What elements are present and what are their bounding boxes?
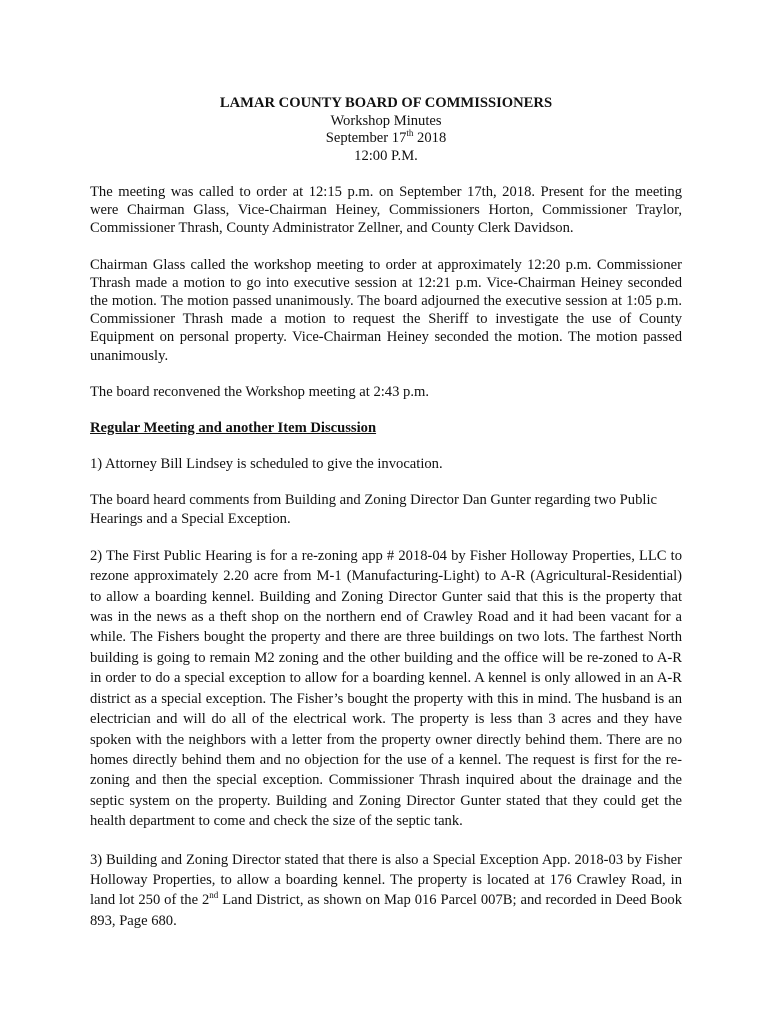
document-header bbox=[90, 95, 682, 165]
meeting-date-sup: th bbox=[406, 128, 414, 139]
agenda-item-3-sup: nd bbox=[209, 890, 219, 901]
reconvene-paragraph: The board reconvened the Workshop meeting at 2:43 p.m. bbox=[90, 383, 429, 400]
executive-session-paragraph: Chairman Glass called the workshop meeting to order at approximately 12:20 p.m. Commissioner Thrash made a motion to go into executive session at 12:21 p.m. Vice-Chairman Heiney seconded the motion. The motion passed unanimously. The board adjourned the executive session at 1:05 p.m. Commissioner Thrash made a motion to request the Sheriff to investigate the use of County Equipment on personal property. Vice-Chairman Heiney seconded the motion. The motion passed unanimously. bbox=[90, 256, 682, 364]
meeting-date-main: September 17 bbox=[325, 130, 407, 146]
agenda-item-3-text-end: Land District, as shown on Map 016 Parcel 007B; and recorded in Deed Book 893, Page 680. bbox=[90, 892, 682, 929]
agenda-item-3 bbox=[90, 850, 682, 932]
attendance-paragraph: The meeting was called to order at 12:15 p.m. on September 17th, 2018. Present for the meeting were Chairman Glass, Vice-Chairman Heiney, Commissioners Horton, Commissioner Traylor, Commissioner Thrash, County Administrator Zellner, and County Clerk Davidson. bbox=[90, 184, 682, 237]
document-subtitle: Workshop Minutes bbox=[330, 112, 442, 129]
meeting-date bbox=[90, 130, 682, 148]
agenda-item-3-text: 3) Building and Zoning Director stated that there is also a Special Exception App. 2018-03 by Fisher Holloway Properties, to allow a boarding kennel. The property is located at 176 Crawley Road, in land lot 250 of the 2 bbox=[90, 851, 682, 909]
section-heading: Regular Meeting and another Item Discussion bbox=[90, 420, 377, 437]
meeting-date-year: 2018 bbox=[413, 130, 447, 146]
agenda-item-1: 1) Attorney Bill Lindsey is scheduled to give the invocation. bbox=[90, 456, 443, 473]
agenda-item-2: 2) The First Public Hearing is for a re-zoning app # 2018-04 by Fisher Holloway Properties, LLC to rezone approximately 2.20 acre from M-1 (Manufacturing-Light) to A-R (Agricultural-Residential) to allow a boarding kennel. Building and Zoning Director Gunter said that this is the property that was in the news as a theft shop on the northern end of Crawley Road and it had been vacant for a while. The Fishers bought the property and there are three buildings on two lots. The farthest North building is going to remain M2 zoning and the other building and the office will be re-zoned to A-R in order to do a special exception to allow for a boarding kennel. A kennel is only allowed in an A-R district as a special exception. The Fisher’s bought the property with this in mind. The husband is an electrician and will do all of the electrical work. The property is less than 3 acres and they have spoken with the neighbors with a letter from the property owner directly behind them. There are no homes directly behind them and no objection for the use of a kennel. The request is first for the re-zoning and then the special exception. Commissioner Thrash inquired about the drainage and the septic system on the property. Building and Zoning Director Gunter stated that they could get the health department to come and check the size of the septic tank. bbox=[90, 547, 682, 830]
document-title: LAMAR COUNTY BOARD OF COMMISSIONERS bbox=[219, 95, 553, 111]
meeting-time: 12:00 P.M. bbox=[354, 147, 418, 164]
document-page bbox=[90, 95, 682, 949]
comments-paragraph: The board heard comments from Building and Zoning Director Dan Gunter regarding two Public Hearings and a Special Exception. bbox=[90, 492, 657, 527]
